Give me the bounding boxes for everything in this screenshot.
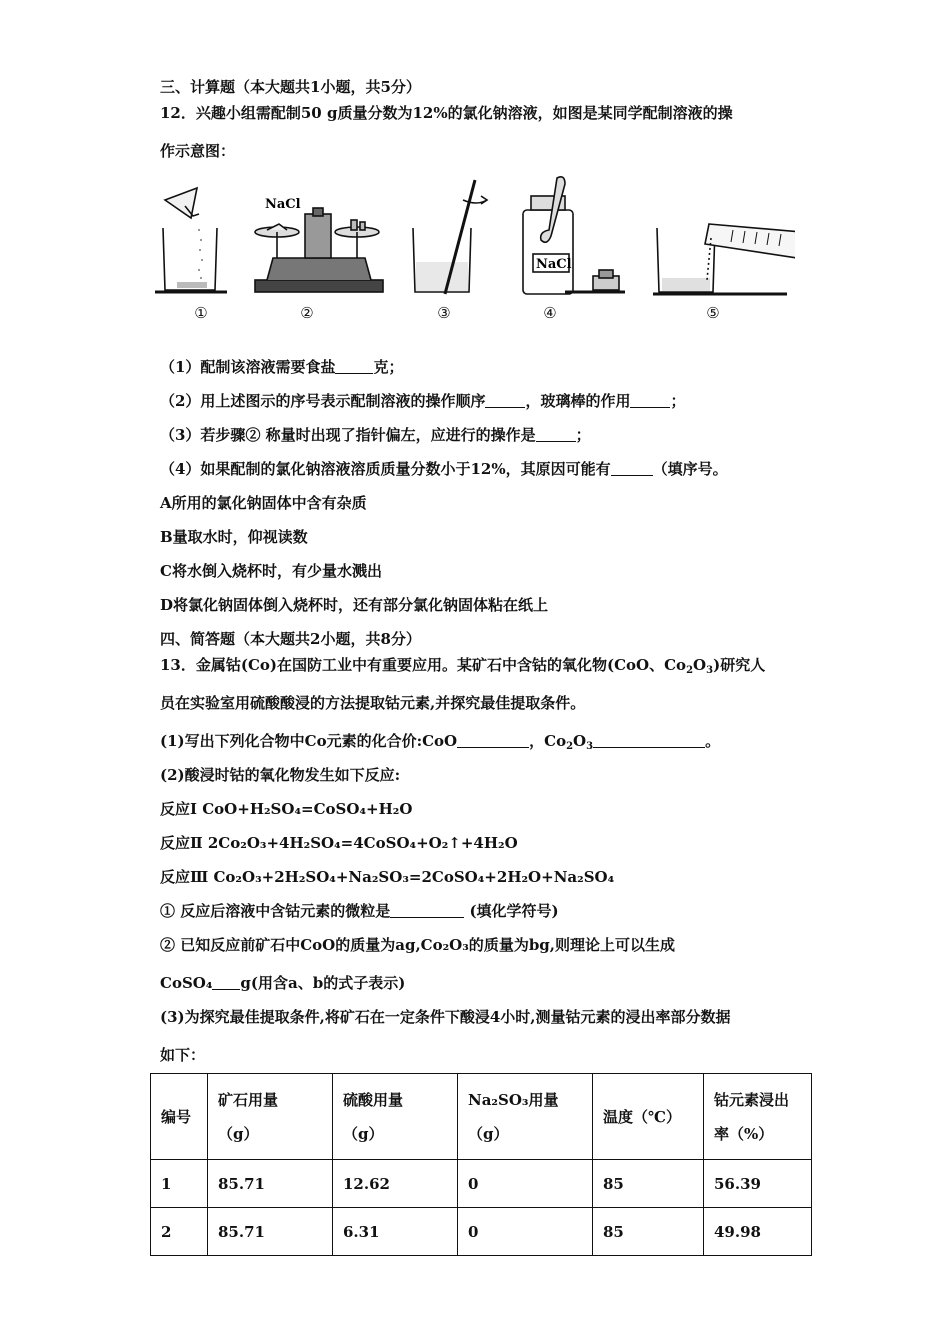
table-cell: 49.98 <box>704 1208 812 1256</box>
jar-nacl-label: NaCl <box>536 257 572 272</box>
table-cell: 85 <box>593 1160 704 1208</box>
header-cell: 硫酸用量 （g） <box>333 1074 458 1160</box>
header-cell: 矿石用量 （g） <box>208 1074 333 1160</box>
q12-part4: （4）如果配制的氯化钠溶液溶质质量分数小于12%，其原因可能有 （填序号。 <box>160 460 728 478</box>
option-c: C将水倒入烧杯时，有少量水溅出 <box>160 562 382 580</box>
reaction-3: 反应Ⅲ Co₂O₃+2H₂SO₄+Na₂SO₃=2CoSO₄+2H₂O+Na₂SO₄ <box>160 868 615 886</box>
step3-stirring-with-rod <box>413 180 487 294</box>
step5-pouring-water <box>653 224 795 294</box>
section3-heading: 三、计算题（本大题共1小题，共5分） <box>160 78 421 96</box>
fig-label-2: ② <box>300 304 314 322</box>
reaction-1: 反应Ⅰ CoO+H₂SO₄=CoSO₄+H₂O <box>160 800 413 818</box>
header-cell: 编号 <box>151 1074 208 1160</box>
table-cell: 85.71 <box>208 1160 333 1208</box>
table-cell: 85.71 <box>208 1208 333 1256</box>
fig-label-5: ⑤ <box>706 304 720 322</box>
table-cell: 56.39 <box>704 1160 812 1208</box>
step2-balance-weighing <box>255 208 383 292</box>
q13-sub3-cont: 如下： <box>160 1046 206 1064</box>
q13-circle1: ① 反应后溶液中含钴元素的微粒是 (填化学符号) <box>160 902 559 920</box>
q13-line1: 13．金属钴(Co)在国防工业中有重要应用。某矿石中含钴的氧化物(CoO、$Co_2O_3$)研究人 <box>160 656 766 676</box>
header-cell: Na₂SO₃用量 （g） <box>458 1074 593 1160</box>
q13-circle2: ② 已知反应前矿石中CoO的质量为ag,Co₂O₃的质量为bg,则理论上可以生成 <box>160 936 676 954</box>
q13-sub1: (1)写出下列化合物中Co元素的化合价:CoO ，$Co_2O_3$ 。 <box>160 732 721 752</box>
table-row <box>151 1160 812 1208</box>
reaction-2: 反应Ⅱ 2Co₂O₃+4H₂SO₄=4CoSO₄+O₂↑+4H₂O <box>160 834 518 852</box>
header-cell: 温度（℃） <box>593 1074 704 1160</box>
section4-heading: 四、简答题（本大题共2小题，共8分） <box>160 630 421 648</box>
table-cell: 85 <box>593 1208 704 1256</box>
solution-preparation-figure <box>155 170 795 330</box>
option-d: D将氯化钠固体倒入烧杯时，还有部分氯化钠固体粘在纸上 <box>160 596 549 614</box>
table-cell: 0 <box>458 1208 593 1256</box>
option-a: A所用的氯化钠固体中含有杂质 <box>160 494 367 512</box>
table-row <box>151 1208 812 1256</box>
table-cell: 6.31 <box>333 1208 458 1256</box>
q12-part2: （2）用上述图示的序号表示配制溶液的操作顺序 ，玻璃棒的作用 ； <box>160 392 686 410</box>
fig-label-4: ④ <box>543 304 557 322</box>
step4-reagent-jar-nacl <box>523 177 625 294</box>
leaching-data-table <box>150 1073 812 1256</box>
header-cell: 钴元素浸出 率（%） <box>704 1074 812 1160</box>
scale-nacl-label: NaCl <box>265 197 301 212</box>
q13-circle2-cont: CoSO₄ g(用含a、b的式子表示) <box>160 974 406 992</box>
fig-label-3: ③ <box>437 304 451 322</box>
q12-line2: 作示意图： <box>160 142 236 160</box>
q13-sub2: (2)酸浸时钴的氧化物发生如下反应: <box>160 766 401 784</box>
table-cell: 0 <box>458 1160 593 1208</box>
fig-label-1: ① <box>194 304 208 322</box>
table-header-row <box>151 1074 812 1160</box>
option-b: B量取水时，仰视读数 <box>160 528 308 546</box>
step1-beaker-pouring-salt <box>155 188 227 292</box>
q13-line2: 员在实验室用硫酸酸浸的方法提取钴元素,并探究最佳提取条件。 <box>160 694 586 712</box>
table-cell: 1 <box>151 1160 208 1208</box>
table-cell: 2 <box>151 1208 208 1256</box>
q13-sub3: (3)为探究最佳提取条件,将矿石在一定条件下酸浸4小时,测量钴元素的浸出率部分数据 <box>160 1008 731 1026</box>
q12-part1: （1）配制该溶液需要食盐 克； <box>160 358 404 376</box>
table-cell: 12.62 <box>333 1160 458 1208</box>
q12-part3: （3）若步骤② 称量时出现了指针偏左，应进行的操作是 ； <box>160 426 591 444</box>
q12-line1: 12．兴趣小组需配制50 g质量分数为12%的氯化钠溶液，如图是某同学配制溶液的操 <box>160 104 733 122</box>
